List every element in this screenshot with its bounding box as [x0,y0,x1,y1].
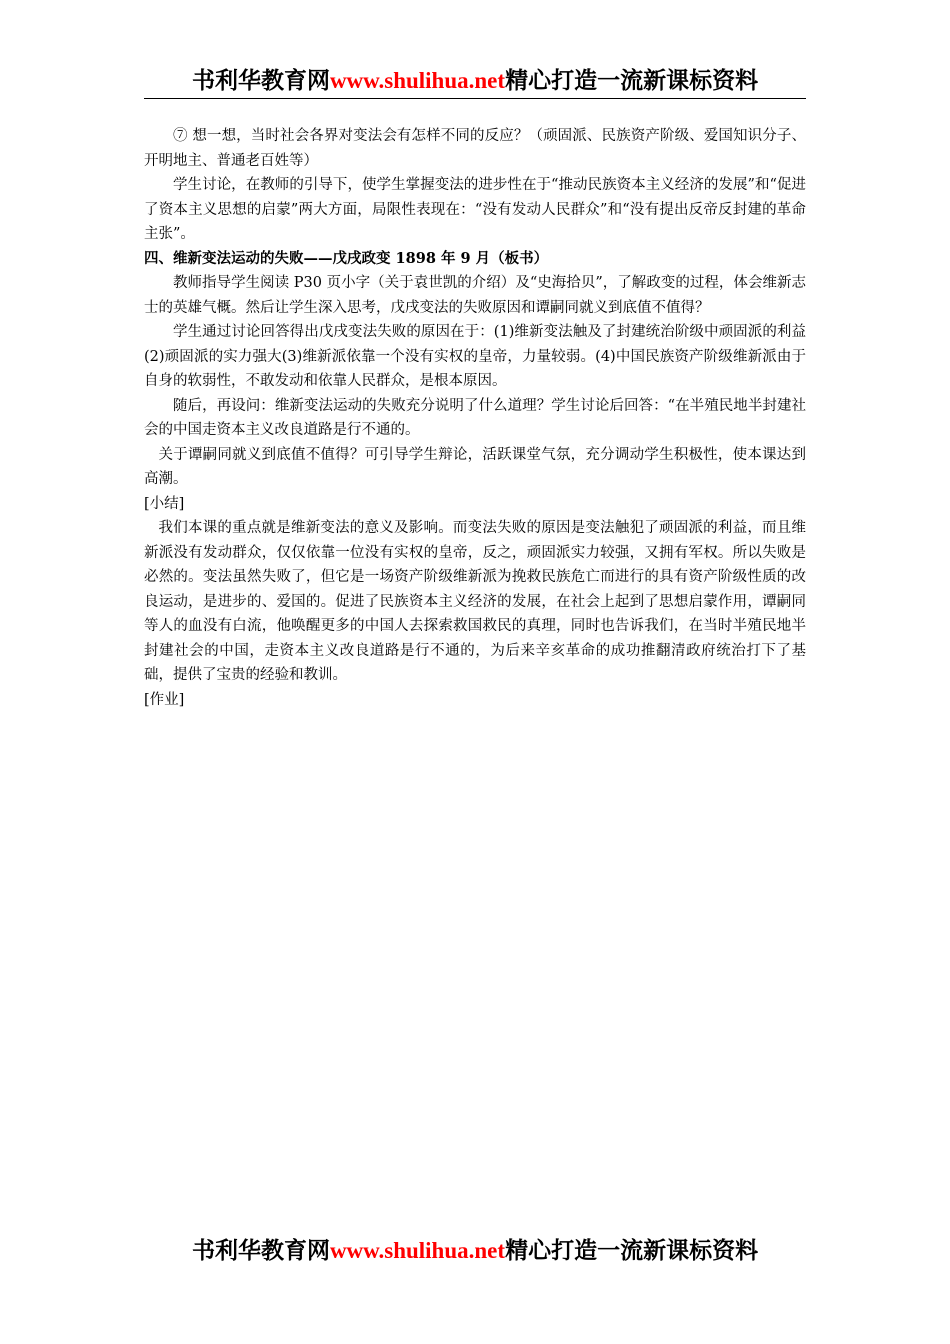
footer-site-url[interactable]: www.shulihua.net [329,1238,506,1263]
summary-label: [小结] [144,495,185,512]
header-site-name: 书利华教育网 [191,67,330,94]
paragraph-debate: 关于谭嗣同就义到底值不值得？可引导学生辩论，活跃课堂气氛，充分调动学生积极性，使本课达到高潮。 [144,446,806,487]
footer-site-name: 书利华教育网 [191,1237,330,1264]
section-heading-4: 四、维新变法运动的失败——戊戌政变 1898 年 9 月（板书） [144,249,549,267]
page-footer [144,1236,806,1266]
footer-slogan: 精心打造一流新课标资料 [505,1237,759,1264]
paragraph-reading-guide: 教师指导学生阅读 P30 页小字（关于袁世凯的介绍）及“史海拾贝”，了解政变的过程，体会维新志士的英雄气概。然后让学生深入思考，戊戌变法的失败原因和谭嗣同就义到底值不值得？ [144,275,806,316]
paragraph-summary: 我们本课的重点就是维新变法的意义及影响。而变法失败的原因是变法触犯了顽固派的利益，而且维新派没有发动群众，仅仅依靠一位没有实权的皇帝，反之，顽固派实力较强，又拥有军权。所以失败是必然的。变法虽然失败了，但它是一场资产阶级维新派为挽救民族危亡而进行的具有资产阶级性质的改良运动，是进步的、爱国的。促进了民族资本主义经济的发展，在社会上起到了思想启蒙作用，谭嗣同等人的血没有白流，他唤醒更多的中国人去探索救国救民的真理，同时也告诉我们，在当时半殖民地半封建社会的中国，走资本主义改良道路是行不通的，为后来辛亥革命的成功推翻清政府统治打下了基础，提供了宝贵的经验和教训。 [144,520,806,683]
header-site-url[interactable]: www.shulihua.net [329,68,506,93]
paragraph-follow-up-question: 随后，再设问：维新变法运动的失败充分说明了什么道理？学生讨论后回答：“在半殖民地半封建社会的中国走资本主义改良道路是行不通的。 [144,397,806,438]
paragraph-discussion-progress: 学生讨论，在教师的引导下，使学生掌握变法的进步性在于“推动民族资本主义经济的发展”和“促进了资本主义思想的启蒙”两大方面，局限性表现在：“没有发动人民群众”和“没有提出反帝反封建的革命主张”。 [144,177,806,242]
homework-label: [作业] [144,691,185,708]
page-header [144,66,806,99]
paragraph-question-7: ⑦ 想一想，当时社会各界对变法会有怎样不同的反应？（顽固派、民族资产阶级、爱国知识分子、开明地主、普通老百姓等） [144,128,806,169]
paragraph-failure-reasons: 学生通过讨论回答得出戊戌变法失败的原因在于：(1)维新变法触及了封建统治阶级中顽固派的利益(2)顽固派的实力强大(3)维新派依靠一个没有实权的皇帝，力量较弱。(4)中国民族资产阶级维新派由于自身的软弱性，不敢发动和依靠人民群众，是根本原因。 [144,324,806,389]
header-slogan: 精心打造一流新课标资料 [505,67,759,94]
document-body [144,124,806,712]
